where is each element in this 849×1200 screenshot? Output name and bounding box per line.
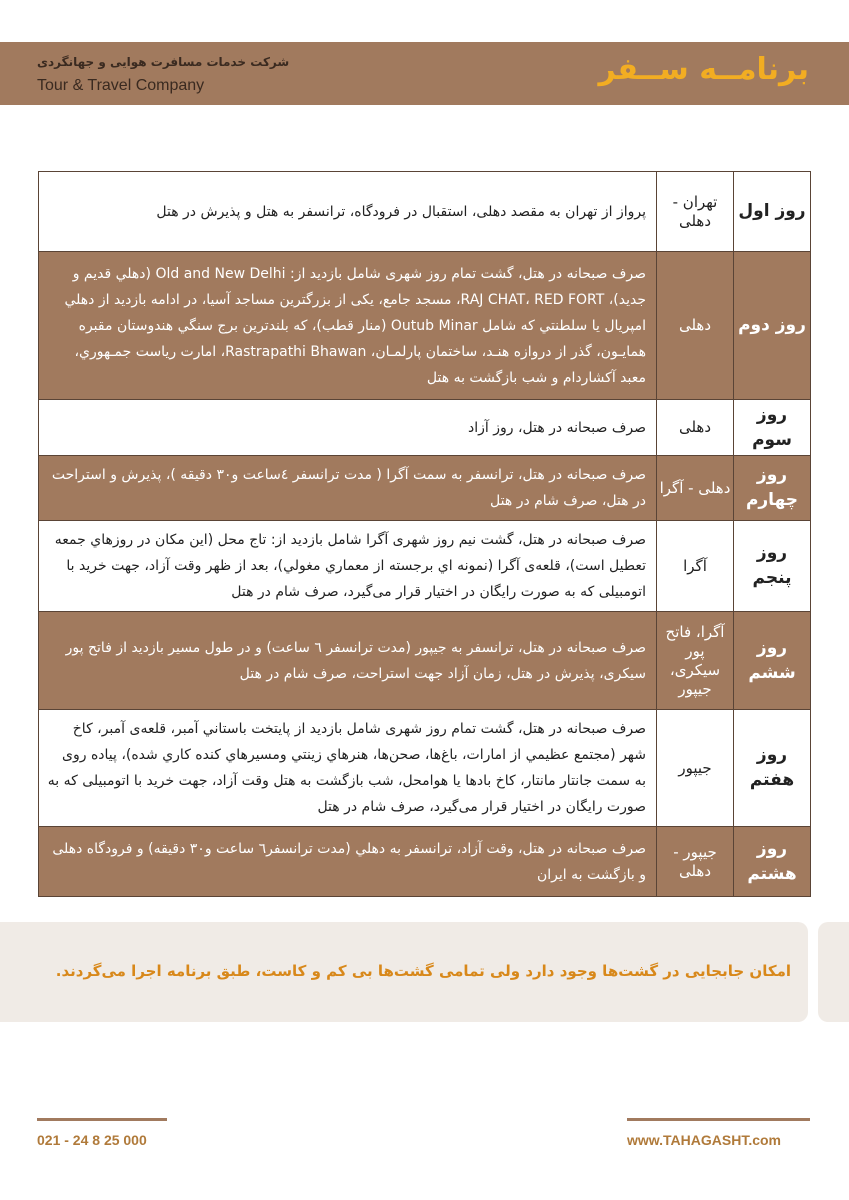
city-cell: جیپور - دهلی [657, 827, 734, 897]
description-cell: صرف صبحانه در هتل، گشت تمام روز شهری شامل بازدید از پايتخت باستاني آمبر، قلعه‌ی آمبر، کاخ شهر (مجتمع عظيمي از امارات، باغ‌ها، صحن‌ها، هنرهاي زينتي ومسيرهاي کنده کاري شده)، پياده روی به سمت جانتار مانتار، کاخ بادها يا هوامحل، شب بازگشت به هتل وقت آزاد، جهت خرید با اتومبیلی که به صورت رایگان در اختیار قرار می‌گیرد، صرف شام در هتل [39, 710, 657, 827]
table-row [39, 252, 811, 400]
day-cell: روز چهارم [734, 456, 811, 521]
city-cell: دهلی [657, 252, 734, 400]
table-row [39, 456, 811, 521]
city-cell: آگرا [657, 521, 734, 612]
note-text: امکان جابجایی در گشت‌ها وجود دارد ولی تمامی گشت‌ها بی کم و کاست، طبق برنامه اجرا می‌گردند. [55, 962, 791, 980]
day-cell: روز هشتم [734, 827, 811, 897]
table-row [39, 612, 811, 710]
description-cell: صرف صبحانه در هتل، وقت آزاد، ترانسفر به دهلي (مدت ترانسفر٦ ساعت و٣٠ دقیقه) و فرودگاه دهلی و بازگشت به ایران [39, 827, 657, 897]
company-name-english: Tour & Travel Company [37, 77, 205, 94]
description-cell: صرف صبحانه در هتل، گشت تمام روز شهری شامل بازدید از: Old and New Delhi (دهلي قديم و جديد)، RAJ CHAT، RED FORT، مسجد جامع، يکی از بزرگترين مساجد آسيا، در ادامه بازديد از دهلي امپريال يا سلطنتي که شامل Outub Minar (منار قطب)، که بلندترين برج سنگي هندوستان مقبره همايـون، گذر از دروازه هنـد، ساختمان پارلمـان، Rastrapathi Bhawan، امارت رياست جمـهوري، معبد آکشاردام و شب بازگشت به هتل [39, 252, 657, 400]
description-cell: پرواز از تهران به مقصد دهلی، استقبال در فرودگاه، ترانسفر به هتل و پذیرش در هتل [39, 172, 657, 252]
day-cell: روز دوم [734, 252, 811, 400]
city-cell: دهلی [657, 400, 734, 456]
table-row [39, 400, 811, 456]
city-cell: دهلی - آگرا [657, 456, 734, 521]
city-cell: تهران - دهلی [657, 172, 734, 252]
day-cell: روز سوم [734, 400, 811, 456]
description-cell: صرف صبحانه در هتل، روز آزاد [39, 400, 657, 456]
day-cell: روز اول [734, 172, 811, 252]
day-cell: روز هفتم [734, 710, 811, 827]
page-header [0, 42, 849, 105]
company-name-persian: شرکت خدمات مسافرت هوایی و جهانگردی [37, 55, 290, 69]
description-cell: صرف صبحانه در هتل، ترانسفر به جیپور (مدت ترانسفر ٦ ساعت) و در طول مسیر بازدید از فاتح پور سیکری، پذیرش در هتل، زمان آزاد جهت استراحت، صرف شام در هتل [39, 612, 657, 710]
table-row [39, 521, 811, 612]
footer-divider-left [37, 1118, 167, 1121]
city-cell: آگرا، فاتح پور سیکری، جیپور [657, 612, 734, 710]
table-row [39, 172, 811, 252]
day-cell: روز ششم [734, 612, 811, 710]
city-cell: جیپور [657, 710, 734, 827]
table-row [39, 827, 811, 897]
note-side-tab [818, 922, 849, 1022]
description-cell: صرف صبحانه در هتل، گشت نیم روز شهری آگرا شامل بازدید از: تاج محل (اين مکان در روزهاي جمعه تعطيل است)، قلعه‌ی آگرا (نمونه اي برجسته از معماري مغولي)، بعد از ظهر وقت آزاد، جهت خرید با اتومبیلی که به صورت رایگان در اختیار قرار می‌گیرد، صرف شام در هتل [39, 521, 657, 612]
description-cell: صرف صبحانه در هتل، ترانسفر به سمت آگرا ( مدت ترانسفر ٤ساعت و٣٠ دقیقه )، پذیرش و استراحت در هتل، صرف شام در هتل [39, 456, 657, 521]
footer-divider-right [627, 1118, 810, 1121]
page-title: برنامــه ســفر [598, 52, 809, 87]
phone-number: 021 - 24 8 25 000 [37, 1132, 147, 1148]
website-link[interactable]: www.TAHAGASHT.com [627, 1132, 782, 1148]
day-cell: روز پنجم [734, 521, 811, 612]
table-row [39, 710, 811, 827]
itinerary-table [38, 171, 811, 897]
